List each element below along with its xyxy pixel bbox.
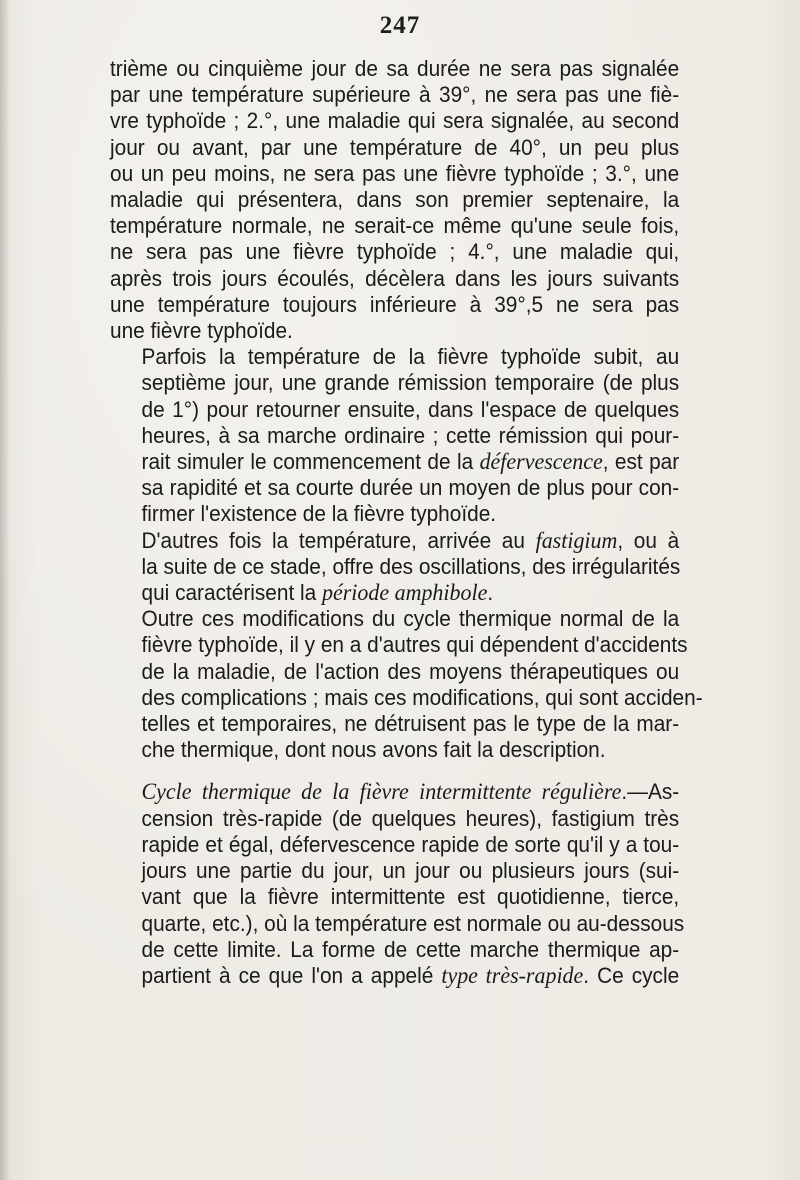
- text-line: partient à ce que l'on a appelé type très-rapide. Ce cycle: [141, 962, 680, 988]
- text-line: telles et temporaires, ne détruisent pas le type de la mar-: [141, 711, 680, 737]
- text-line: de cette limite. La forme de cette marche thermique ap-: [141, 936, 680, 962]
- text-line: ne sera pas une fièvre typhoïde ; 4.°, une maladie qui,: [110, 239, 680, 265]
- italic-term: défervescence: [479, 449, 603, 475]
- text-line: Parfois la température de la fièvre typhoïde subit, au: [141, 344, 680, 370]
- text-line: quarte, etc.), où la température est normale ou au-dessous: [141, 910, 685, 936]
- text-line: une fièvre typhoïde.: [110, 318, 293, 344]
- text-line: firmer l'existence de la fièvre typhoïde.: [141, 501, 497, 527]
- text-line: sa rapidité et sa courte durée un moyen de plus pour con-: [141, 475, 680, 501]
- text-line: jour ou avant, par une température de 40°, un peu plus: [110, 134, 680, 160]
- text-line: septième jour, une grande rémission temporaire (de plus: [141, 370, 680, 396]
- text-line: de 1°) pour retourner ensuite, dans l'espace de quelques: [141, 396, 680, 422]
- paragraph-2: [110, 344, 679, 527]
- text-line: che thermique, dont nous avons fait la description.: [141, 737, 606, 763]
- paragraph-3: [110, 528, 679, 607]
- text-line: par une température supérieure à 39°, ne sera pas une fiè-: [110, 82, 680, 108]
- text-line: heures, à sa marche ordinaire ; cette rémission qui pour-: [141, 422, 680, 448]
- paragraph-4: [110, 606, 703, 763]
- italic-term: fastigium: [535, 527, 618, 553]
- text-line: rait simuler le commencement de la défervescence, est par: [141, 449, 680, 475]
- page-binding-shadow: [0, 0, 10, 1180]
- text-line: jours une partie du jour, un jour ou plusieurs jours (sui-: [141, 858, 680, 884]
- text-line: la suite de ce stade, offre des oscillations, des irrégularités: [141, 553, 681, 579]
- text-line: trième ou cinquième jour de sa durée ne sera pas signalée: [110, 56, 680, 81]
- text-line: maladie qui présentera, dans son premier septenaire, la: [110, 187, 680, 213]
- text-line: qui caractérisent la période amphibole.: [141, 580, 494, 606]
- text-line: cension très-rapide (de quelques heures), fastigium très: [141, 805, 680, 831]
- page-number: 247: [379, 12, 421, 39]
- text-line: Outre ces modifications du cycle thermique normal de la: [141, 606, 680, 632]
- section-heading: Cycle thermique de la fièvre intermittente régulière: [141, 779, 622, 805]
- italic-term: type très-rapide: [441, 962, 584, 988]
- text-line: fièvre typhoïde, il y en a d'autres qui dépendent d'accidents: [141, 632, 688, 658]
- text-line: Cycle thermique de la fièvre intermittente régulière.—As-: [141, 779, 680, 805]
- text-line: vant que la fièvre intermittente est quotidienne, tierce,: [141, 884, 680, 910]
- text-line: des complications ; mais ces modifications, qui sont acciden-: [141, 684, 703, 710]
- paragraph-1: [110, 56, 679, 344]
- text-line: ou un peu moins, ne sera pas une fièvre typhoïde ; 3.°, une: [110, 160, 680, 186]
- text-line: de la maladie, de l'action des moyens thérapeutiques ou: [141, 658, 680, 684]
- text-line: température normale, ne serait-ce même qu'une seule fois,: [110, 213, 680, 239]
- text-line: après trois jours écoulés, décèlera dans les jours suivants: [110, 265, 680, 291]
- text-line: vre typhoïde ; 2.°, une maladie qui sera signalée, au second: [110, 108, 680, 134]
- paragraph-5: [110, 779, 685, 989]
- italic-term: période amphibole: [322, 580, 488, 606]
- text-line: D'autres fois la température, arrivée au fastigium, ou à: [141, 527, 680, 553]
- text-line: une température toujours inférieure à 39°,5 ne sera pas: [110, 291, 680, 317]
- body-text: [110, 56, 703, 989]
- text-line: rapide et égal, défervescence rapide de sorte qu'il y a tou-: [141, 831, 680, 857]
